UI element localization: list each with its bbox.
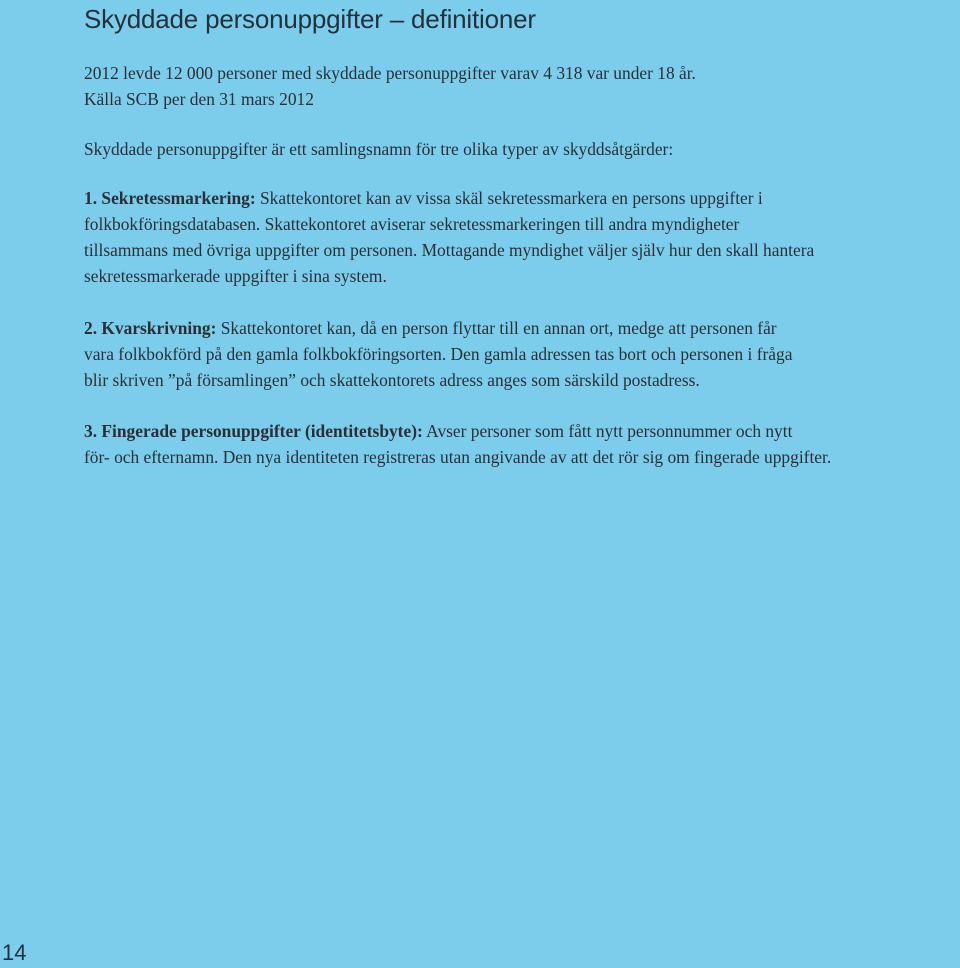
- definition-line: blir skriven ”på församlingen” och skattekontorets adress anges som särskild postadress.: [84, 370, 700, 390]
- statistics-paragraph: [84, 60, 960, 112]
- intro-paragraph: [84, 136, 960, 162]
- definition-first-line: [84, 315, 960, 341]
- definition-line: folkbokföringsdatabasen. Skattekontoret aviserar sekretessmarkeringen till andra myndigheter: [84, 214, 740, 234]
- definition-item-sekretessmarkering: [84, 185, 960, 289]
- definition-item-kvarskrivning: [84, 315, 960, 393]
- item-text: Skattekontoret kan av vissa skäl sekretessmarkera en persons uppgifter i: [260, 188, 763, 208]
- definition-first-line: [84, 185, 960, 211]
- statistics-line: 2012 levde 12 000 personer med skyddade personuppgifter varav 4 318 var under 18 år.: [84, 63, 696, 83]
- item-text: Skattekontoret kan, då en person flyttar till en annan ort, medge att personen får: [220, 318, 777, 338]
- definition-first-line: [84, 418, 960, 444]
- item-term: Kvarskrivning:: [101, 318, 217, 338]
- item-number: 3.: [84, 421, 98, 441]
- item-term: Sekretessmarkering:: [101, 188, 256, 208]
- definition-line: för- och efternamn. Den nya identiteten registreras utan angivande av att det rör sig om fingerade uppgifter.: [84, 447, 832, 467]
- item-text: Avser personer som fått nytt personnummer och nytt: [426, 421, 793, 441]
- item-term: Fingerade personuppgifter (identitetsbyte):: [101, 421, 423, 441]
- source-line: Källa SCB per den 31 mars 2012: [84, 89, 314, 109]
- definition-line: vara folkbokförd på den gamla folkbokföringsorten. Den gamla adressen tas bort och personen i fråga: [84, 344, 793, 364]
- item-number: 1.: [84, 188, 98, 208]
- definition-item-fingerade-personuppgifter: [84, 418, 960, 470]
- page-title: Skyddade personuppgifter – definitioner: [84, 4, 536, 34]
- definition-line: tillsammans med övriga uppgifter om personen. Mottagande myndighet väljer själv hur den skall hantera: [84, 240, 815, 260]
- definition-line: sekretessmarkerade uppgifter i sina system.: [84, 266, 387, 286]
- page-number: 14: [2, 940, 27, 965]
- item-number: 2.: [84, 318, 98, 338]
- intro-line: Skyddade personuppgifter är ett samlingsnamn för tre olika typer av skyddsåtgärder:: [84, 139, 674, 159]
